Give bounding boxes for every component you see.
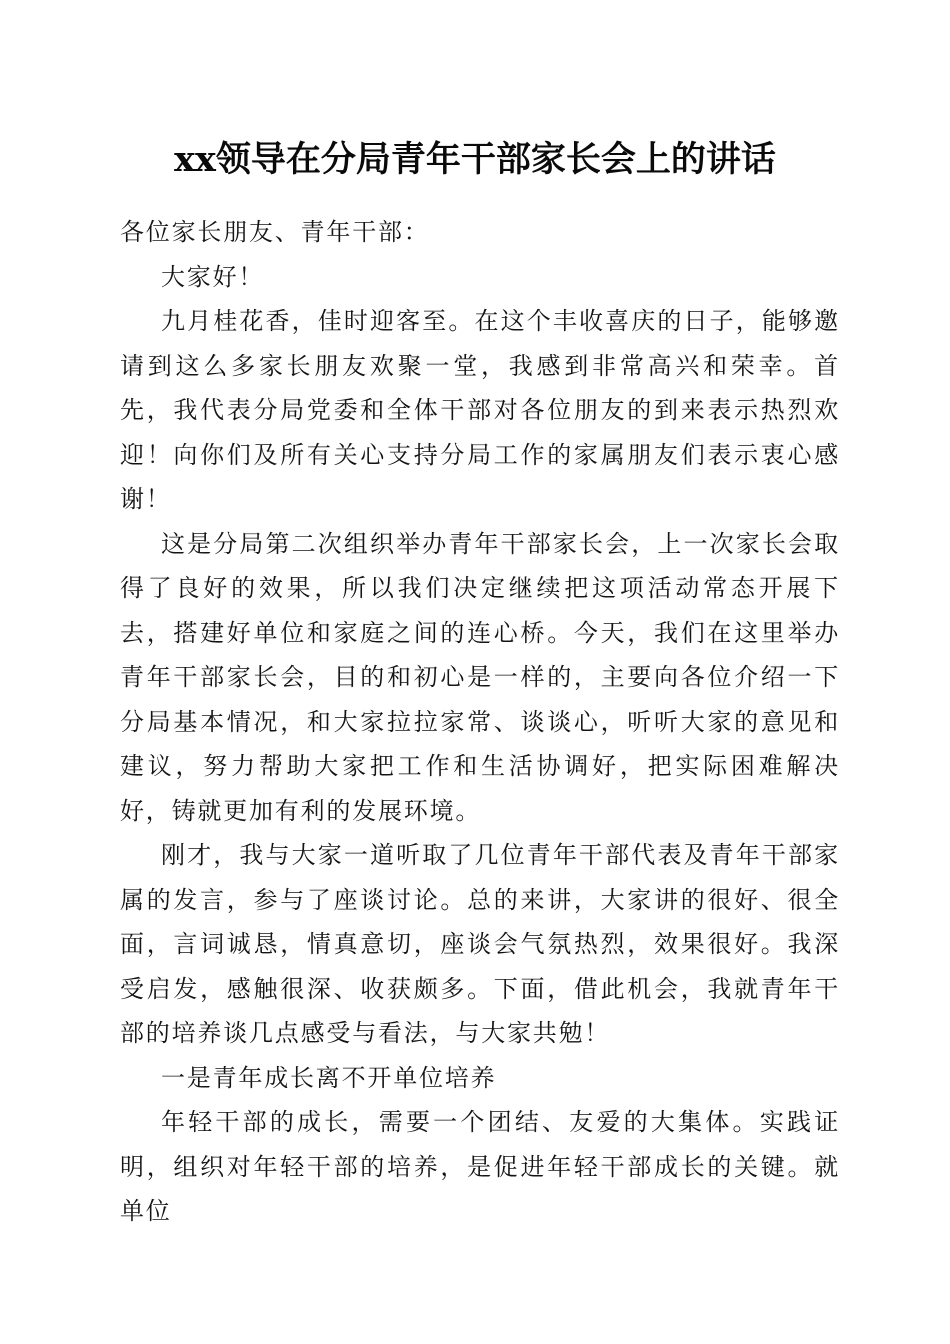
paragraph-welcome: 九月桂花香，佳时迎客至。在这个丰收喜庆的日子，能够邀请到这么多家长朋友欢聚一堂，我感到非常高兴和荣幸。首先，我代表分局党委和全体干部对各位朋友的到来表示热烈欢迎！向你们及所有关心支持分局工作的家属朋友们表示衷心感谢！ [120,307,840,513]
paragraph-reflection: 刚才，我与大家一道听取了几位青年干部代表及青年干部家属的发言，参与了座谈讨论。总的来讲，大家讲的很好、很全面，言词诚恳，情真意切，座谈会气氛热烈，效果很好。我深受启发，感触很深、收获颇多。下面，借此机会，我就青年干部的培养谈几点感受与看法，与大家共勉！ [120,841,840,1047]
greeting: 大家好！ [161,262,265,291]
document-title: xx领导在分局青年干部家长会上的讲话 [174,139,776,180]
section-paragraph: 年轻干部的成长，需要一个团结、友爱的大集体。实践证明，组织对年轻干部的培养，是促进年轻干部成长的关键。就单位 [120,1108,840,1225]
section-heading: 一是青年成长离不开单位培养 [161,1063,497,1092]
document-body [120,210,840,1234]
salutation: 各位家长朋友、青年干部： [120,218,430,246]
paragraph-purpose: 这是分局第二次组织举办青年干部家长会，上一次家长会取得了良好的效果，所以我们决定继续把这项活动常态开展下去，搭建好单位和家庭之间的连心桥。今天，我们在这里举办青年干部家长会，目的和初心是一样的，主要向各位介绍一下分局基本情况，和大家拉拉家常、谈谈心，听听大家的意见和建议，努力帮助大家把工作和生活协调好，把实际困难解决好，铸就更加有利的发展环境。 [120,529,840,825]
